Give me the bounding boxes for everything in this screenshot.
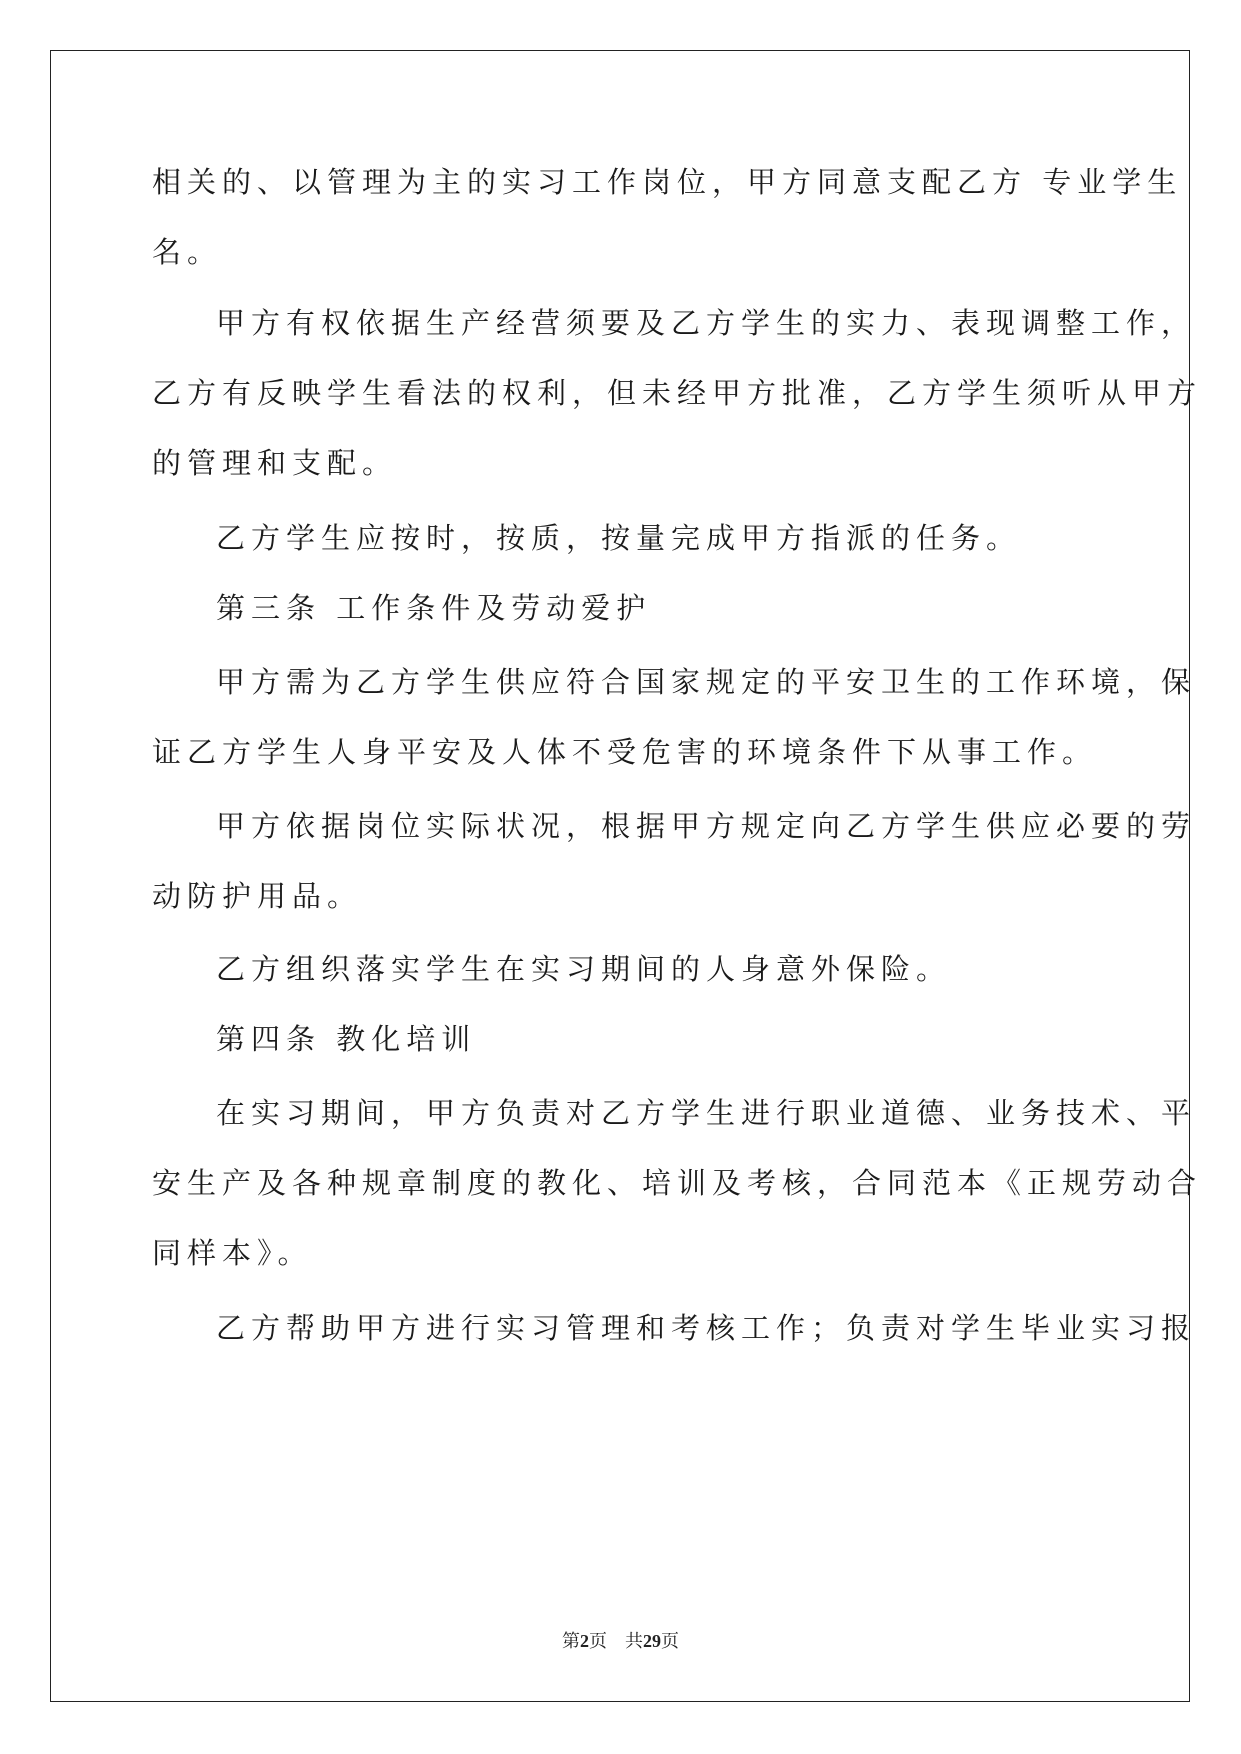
total-pages: 29 <box>643 1631 661 1651</box>
paragraph-line: 安生产及各种规章制度的教化、培训及考核，合同范本《正规劳动合 <box>152 1166 1203 1200</box>
page-prefix: 第 <box>562 1631 580 1651</box>
total-prefix: 共 <box>625 1631 643 1651</box>
paragraph-line: 乙方帮助甲方进行实习管理和考核工作；负责对学生毕业实习报 <box>216 1311 1197 1345</box>
paragraph-line: 名。 <box>152 235 223 269</box>
page-number: 2 <box>580 1631 589 1651</box>
section-heading: 第三条 工作条件及劳动爱护 <box>216 591 652 625</box>
page-suffix: 页 <box>589 1631 607 1651</box>
page-footer <box>0 1627 1241 1653</box>
paragraph-line: 同样本》。 <box>152 1236 313 1270</box>
paragraph-line: 在实习期间，甲方负责对乙方学生进行职业道德、业务技术、平 <box>216 1096 1197 1130</box>
paragraph-line: 相关的、以管理为主的实习工作岗位，甲方同意支配乙方 专业学生 <box>152 165 1183 199</box>
paragraph-line: 乙方有反映学生看法的权利，但未经甲方批准，乙方学生须听从甲方 <box>152 376 1203 410</box>
paragraph-line: 的管理和支配。 <box>152 446 398 480</box>
total-suffix: 页 <box>661 1631 679 1651</box>
paragraph-line: 甲方依据岗位实际状况，根据甲方规定向乙方学生供应必要的劳 <box>216 809 1197 843</box>
paragraph-line: 乙方组织落实学生在实习期间的人身意外保险。 <box>216 952 952 986</box>
paragraph-line: 动防护用品。 <box>152 879 363 913</box>
paragraph-line: 证乙方学生人身平安及人体不受危害的环境条件下从事工作。 <box>152 735 1098 769</box>
paragraph-line: 甲方有权依据生产经营须要及乙方学生的实力、表现调整工作， <box>216 306 1197 340</box>
paragraph-line: 乙方学生应按时，按质，按量完成甲方指派的任务。 <box>216 521 1022 555</box>
paragraph-line: 甲方需为乙方学生供应符合国家规定的平安卫生的工作环境，保 <box>216 665 1197 699</box>
section-heading: 第四条 教化培训 <box>216 1022 477 1056</box>
